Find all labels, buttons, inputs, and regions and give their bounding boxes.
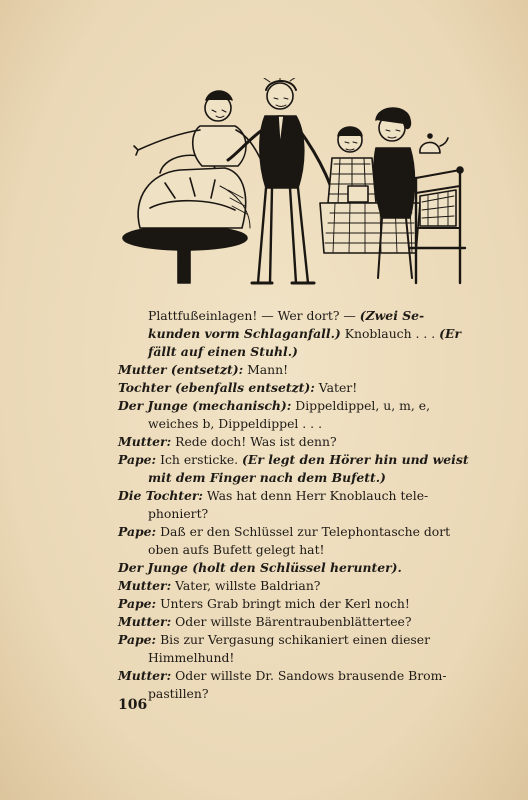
text-line [118, 523, 474, 541]
text-line [118, 361, 474, 379]
text-line [118, 541, 474, 559]
text-line [118, 577, 474, 595]
speaker-label: Der Junge (mechanisch): [118, 398, 292, 413]
speaker-label: Mutter: [118, 614, 172, 629]
speaker-label: Mutter (entsetzt): [118, 362, 244, 377]
text-line [118, 397, 474, 415]
text-line [118, 487, 474, 505]
text-line [118, 451, 474, 469]
spoken-text: Oder willste Bärentraubenblättertee? [171, 614, 412, 629]
spoken-text: Oder willste Dr. Sandows brausende Brom- [171, 668, 447, 683]
spoken-text: weiches b, Dippeldippel . . . [148, 416, 323, 431]
spoken-text: pastillen? [148, 686, 209, 701]
stage-direction: mit dem Finger nach dem Bufett.) [148, 470, 386, 485]
mother-figure-drawing [134, 91, 260, 166]
stage-direction: (Zwei Se- [359, 308, 425, 323]
spoken-text: Mann! [243, 362, 289, 377]
spoken-text: Himmelhund! [148, 650, 235, 665]
speaker-label: Mutter: [118, 668, 172, 683]
stage-direction: (Er legt den Hörer hin und weist [242, 452, 469, 467]
spoken-text: Daß er den Schlüssel zur Telephontasche dort [156, 524, 451, 539]
spoken-text: phoniert? [148, 506, 209, 521]
text-line [118, 613, 474, 631]
text-line [118, 595, 474, 613]
stage-direction: (Er [439, 326, 462, 341]
text-line [118, 415, 474, 433]
text-line [118, 325, 474, 343]
text-line [118, 433, 474, 451]
speaker-label: Der Junge (holt den Schlüssel herunter). [118, 560, 402, 575]
spoken-text: Dippeldippel, u, m, e, [291, 398, 431, 413]
speaker-label: Pape: [118, 596, 157, 611]
spoken-text: Rede doch! Was ist denn? [171, 434, 337, 449]
table-with-bag-drawing [123, 155, 250, 283]
text-line [118, 379, 474, 397]
text-line [118, 667, 474, 685]
speaker-label: Pape: [118, 524, 157, 539]
text-line [118, 649, 474, 667]
stage-direction: fällt auf einen Stuhl.) [148, 344, 298, 359]
text-line [118, 307, 474, 325]
text-line [118, 469, 474, 487]
stage-direction: kunden vorm Schlaganfall.) [148, 326, 341, 341]
spoken-text: Was hat denn Herr Knoblauch tele- [202, 488, 429, 503]
teapot-drawing [420, 134, 448, 153]
spoken-text: Plattfußeinlagen! — Wer dort? — [148, 308, 360, 323]
page-number: 106 [118, 697, 148, 713]
text-line [118, 631, 474, 649]
speaker-label: Pape: [118, 452, 157, 467]
speaker-label: Pape: [118, 632, 157, 647]
spoken-text: oben aufs Bufett gelegt hat! [148, 542, 325, 557]
spoken-text: Ich ersticke. [156, 452, 243, 467]
text-line [118, 685, 474, 703]
text-line [118, 343, 474, 361]
spoken-text: Vater! [314, 380, 358, 395]
speaker-label: Mutter: [118, 578, 172, 593]
speaker-label: Die Tochter: [118, 488, 203, 503]
text-line [118, 559, 474, 577]
family-scene-illustration [120, 78, 470, 293]
spoken-text: Unters Grab bringt mich der Kerl noch! [156, 596, 410, 611]
spoken-text: Bis zur Vergasung schikaniert einen dieser [156, 632, 431, 647]
speaker-label: Mutter: [118, 434, 172, 449]
spoken-text: Knoblauch . . . [340, 326, 440, 341]
spoken-text: Vater, willste Baldrian? [171, 578, 321, 593]
speaker-label: Tochter (ebenfalls entsetzt): [118, 380, 315, 395]
text-line [118, 505, 474, 523]
dialogue-text [118, 307, 474, 703]
